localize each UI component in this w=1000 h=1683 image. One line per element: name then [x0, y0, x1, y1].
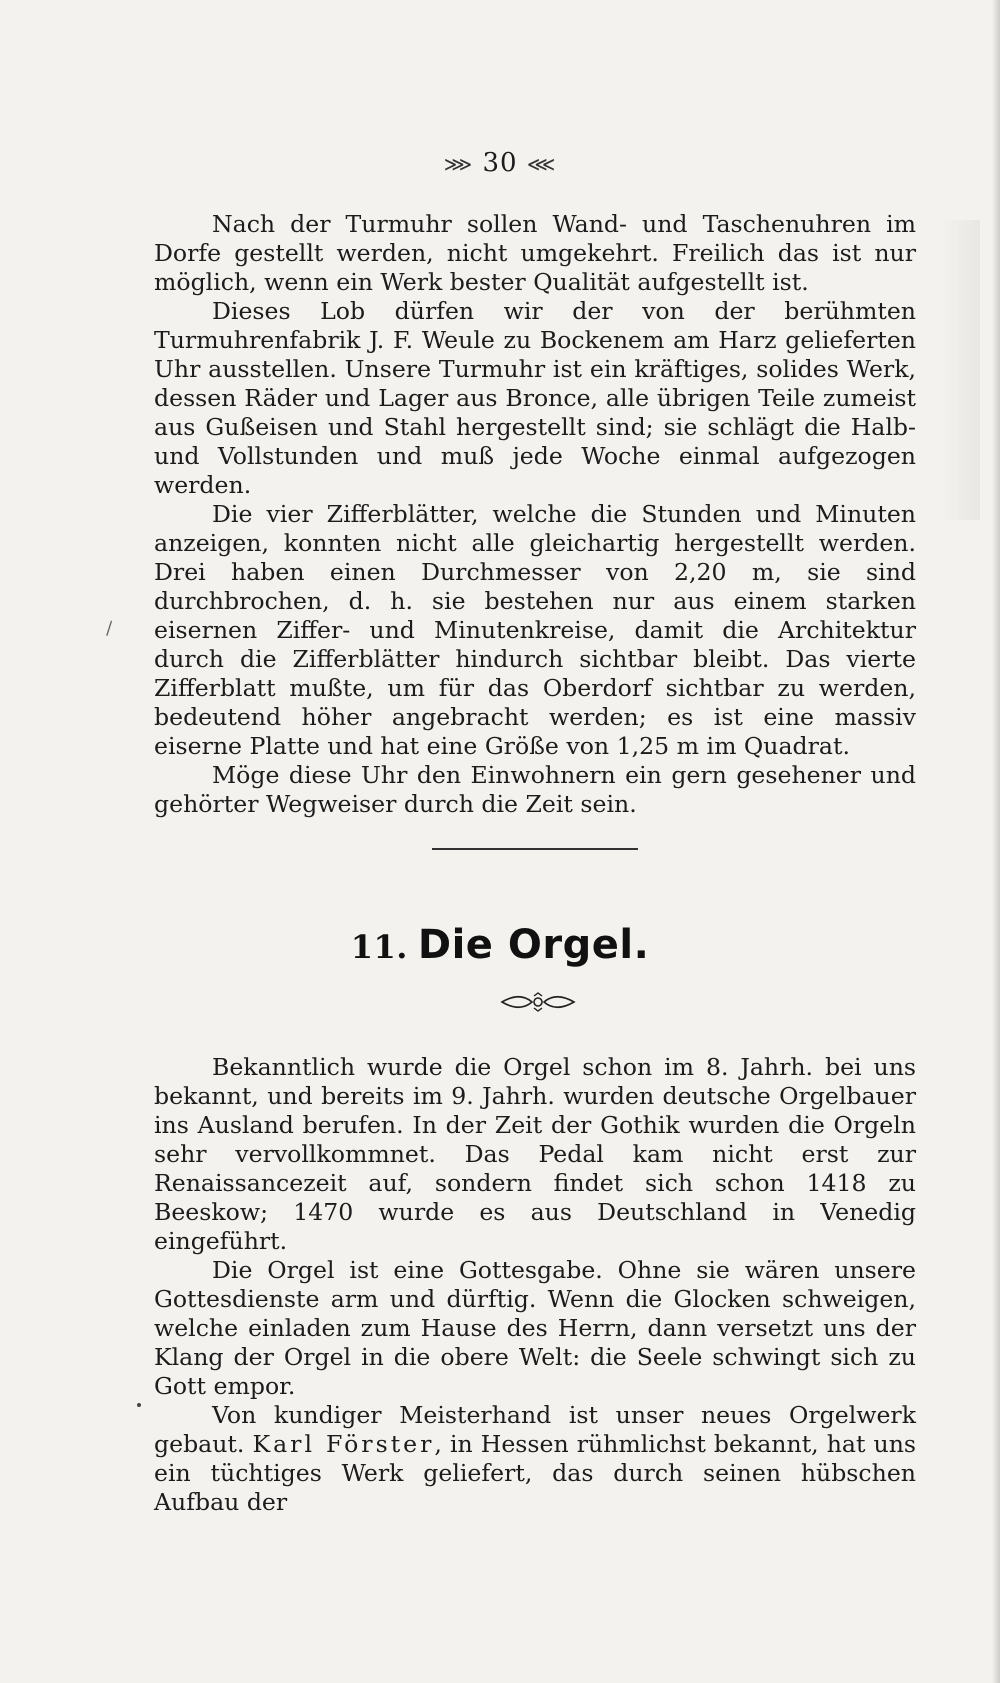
margin-dot-mark	[137, 1403, 141, 1407]
page-edge-shadow	[992, 0, 1000, 1683]
paragraph: Die vier Zifferblätter, welche die Stunden und Minuten anzeigen, konnten nicht alle gleichartig hergestellt werden. Drei haben einen Durchmesser von 2,20 m, sie sind durchbrochen, d. h. sie bestehen nur aus einem starken eisernen Ziffer- und Minutenkreise, damit die Architektur durch die Zifferblätter hindurch sichtbar bleibt. Das vierte Zifferblatt mußte, um für das Oberdorf sichtbar zu werden, bedeutend höher angebracht werden; es ist eine massiv eiserne Platte und hat eine Größe von 1,25 m im Quadrat.	[154, 500, 916, 760]
paragraph: Dieses Lob dürfen wir der von der berühmten Turmuhrenfabrik J. F. Weule zu Bockenem am Harz gelieferten Uhr ausstellen. Unsere Turmuhr ist ein kräftiges, solides Werk, dessen Räder und Lager aus Bronce, alle übrigen Teile zumeist aus Gußeisen und Stahl hergestellt sind; sie schlägt die Halb- und Vollstunden und muß jede Woche einmal aufgezogen werden.	[154, 297, 916, 499]
paragraph: Bekanntlich wurde die Orgel schon im 8. Jahrh. bei uns bekannt, und bereits im 9. Jahrh. wurden deutsche Orgelbauer ins Ausland berufen. In der Zeit der Gothik wurden die Orgeln sehr vervollkommnet. Das Pedal kam nicht erst zur Renaissancezeit auf, sondern findet sich schon 1418 zu Beeskow; 1470 wurde es aus Deutschland in Venedig eingeführt.	[154, 1053, 916, 1255]
builder-name: Karl Förster	[252, 1430, 435, 1458]
margin-pencil-mark: \	[100, 618, 118, 639]
clock-section-text	[154, 210, 916, 819]
paragraph: Die Orgel ist eine Gottesgabe. Ohne sie wären unsere Gottesdienste arm und dürftig. Wenn die Glocken schweigen, welche einladen zum Hause des Herrn, dann versetzt uns der Klang der Orgel in die obere Welt: die Seele schwingt sich zu Gott empor.	[154, 1256, 916, 1400]
left-arrow-ornament: ⋙	[443, 152, 474, 176]
section-title: Die Orgel.	[417, 922, 650, 968]
paragraph: Nach der Turmuhr sollen Wand- und Taschenuhren im Dorfe gestellt werden, nicht umgekehrt. Freilich das ist nur möglich, wenn ein Werk bester Qualität aufgestellt ist.	[154, 210, 916, 296]
section-heading	[0, 922, 1000, 968]
organ-section-text	[154, 1053, 916, 1517]
page-header	[0, 148, 1000, 178]
paragraph-lead: Von kundiger Meisterhand ist unser neues Orgelwerk gebaut.	[154, 1401, 916, 1458]
show-through-shadow	[940, 220, 980, 520]
paragraph-last	[154, 1401, 916, 1517]
flourish-ornament-icon	[500, 992, 576, 1012]
section-number: 11.	[350, 928, 408, 966]
paragraph-rest: , in Hessen rühmlichst bekannt, hat uns ein tüchtiges Werk geliefert, das durch seinen hübschen Aufbau der	[154, 1430, 916, 1516]
section-divider-rule	[432, 848, 638, 850]
paragraph: Möge diese Uhr den Einwohnern ein gern gesehener und gehörter Wegweiser durch die Zeit sein.	[154, 761, 916, 818]
page-number: 30	[482, 148, 518, 178]
right-arrow-ornament: ⋘	[526, 152, 557, 176]
